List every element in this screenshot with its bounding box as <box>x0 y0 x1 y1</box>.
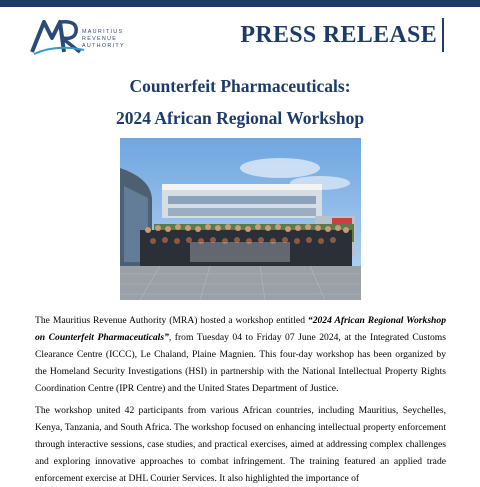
header-top-bar <box>0 0 480 7</box>
body-paragraph-2: The workshop united 42 participants from various African countries, including Mauritius, Seychelles, Kenya, Tanzania, and South Africa. The workshop focused on enhancing intellectual property enforcement through interactive sessions, case studies, and practical exercises, aimed at addressing complex challenges and exploring innovative approaches to combat infringement. The training featured an applied trade enforcement exercise at DHL Courier Services. It also highlighted the importance of <box>35 405 446 484</box>
headline-line-1: Counterfeit Pharmaceuticals: <box>129 76 351 96</box>
workshop-title-emphasis: “2024 African Regional Workshop on Counterfeit Pharmaceuticals” <box>35 315 446 343</box>
press-release-label: PRESS RELEASE <box>240 22 437 48</box>
p1-text: The Mauritius Revenue Authority (MRA) hosted a workshop entitled <box>35 315 308 326</box>
body-paragraph-1 <box>35 312 446 397</box>
logo-line: MAURITIUS <box>82 29 124 35</box>
mra-logo-icon <box>30 14 86 56</box>
logo-text <box>82 29 125 50</box>
group-photo-image <box>120 138 361 300</box>
p1-text-cont: , from Tuesday 04 to Friday 07 June 2024, at the Integrated Customs Clearance Centre (ICCC), Le Chaland, Plaine Magnien. This four-day workshop has been organized by the Homeland Security Investigations (HSI) in partnership with the National Intellectual Property Rights Coordination Centre (IPR Centre) and the United States Department of Justice. <box>35 332 446 394</box>
headline-line-2: 2024 African Regional Workshop <box>115 108 365 128</box>
header-divider <box>442 18 444 52</box>
logo-line: AUTHORITY <box>82 43 125 49</box>
mra-logo <box>30 14 130 56</box>
logo-line: REVENUE <box>82 36 118 42</box>
